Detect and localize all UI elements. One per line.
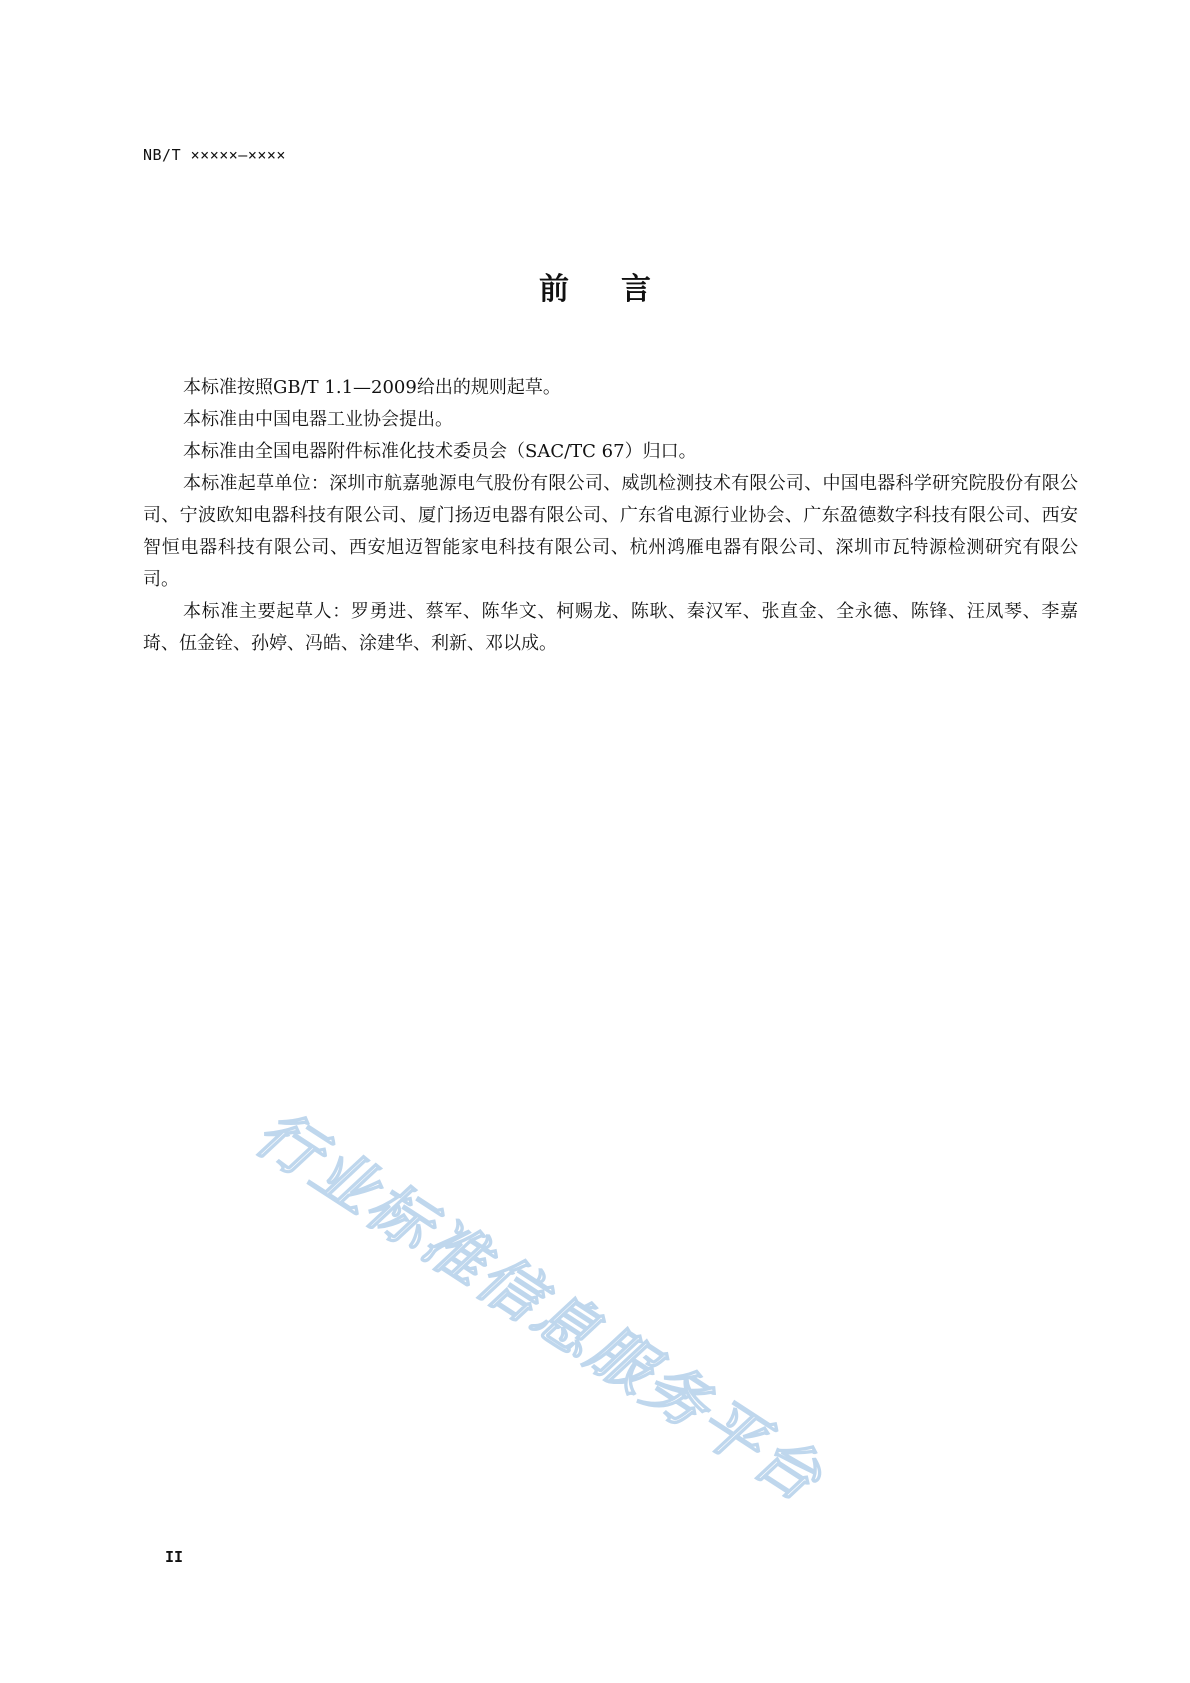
- foreword-body: [143, 372, 1078, 660]
- paragraph-committee: 本标准由全国电器附件标准化技术委员会（SAC/TC 67）归口。: [183, 441, 697, 462]
- paragraph-drafting-units: 本标准起草单位：深圳市航嘉驰源电气股份有限公司、威凯检测技术有限公司、中国电器科学研究院股份有限公司、宁波欧知电器科技有限公司、厦门扬迈电器有限公司、广东省电源行业协会、广东盈德数字科技有限公司、西安智恒电器科技有限公司、西安旭迈智能家电科技有限公司、杭州鸿雁电器有限公司、深圳市瓦特源检测研究有限公司。: [143, 473, 1078, 590]
- standard-code-header: NB/T ×××××—××××: [143, 146, 286, 164]
- paragraph-drafters: 本标准主要起草人：罗勇进、蔡军、陈华文、柯赐龙、陈耿、秦汉军、张直金、全永德、陈锋、汪凤琴、李嘉琦、伍金铨、孙婷、冯皓、涂建华、利新、邓以成。: [143, 601, 1078, 654]
- paragraph-drafting-rules: 本标准按照GB/T 1.1—2009给出的规则起草。: [183, 377, 561, 398]
- page-title: 前言: [539, 272, 703, 307]
- page-number: II: [165, 1548, 184, 1566]
- watermark: 行业标准信息服务平台: [243, 1095, 837, 1517]
- paragraph-proposer: 本标准由中国电器工业协会提出。: [183, 409, 453, 430]
